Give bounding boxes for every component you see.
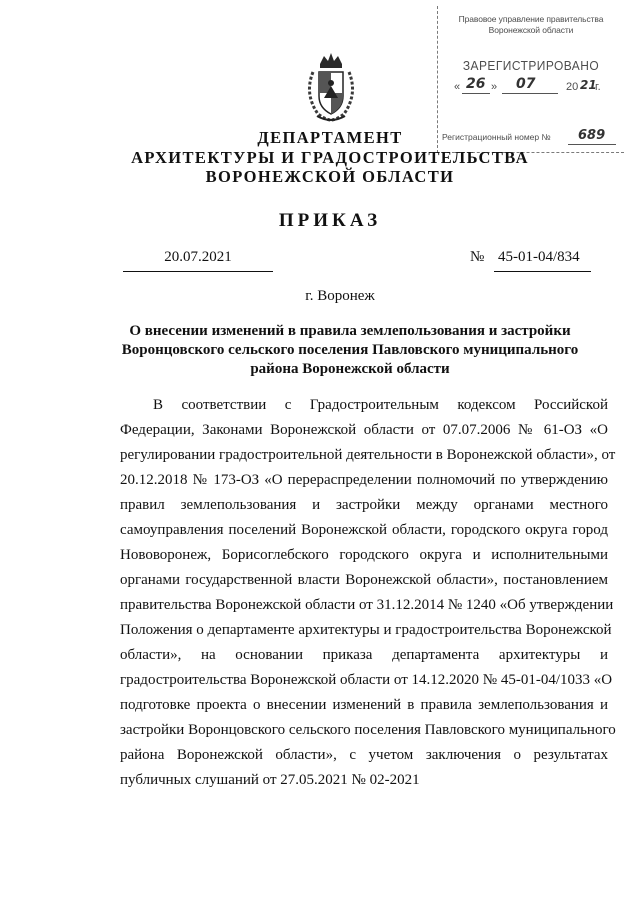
subject-line: О внесении изменений в правила землепользования и застройки (129, 323, 571, 339)
stamp-quote-open: « (454, 81, 461, 93)
department-title-line-2: АРХИТЕКТУРЫ И ГРАДОСТРОИТЕЛЬСТВА (131, 148, 529, 167)
stamp-org-line-2: Воронежской области (488, 25, 574, 35)
body-line: области», на основании приказа департамента архитектуры и (120, 647, 608, 663)
department-title-line-1: ДЕПАРТАМЕНТ (257, 128, 403, 147)
order-date: 20.07.2021 (123, 249, 273, 272)
body-line: Положения о департаменте архитектуры и градостроительства Воронежской (120, 622, 612, 638)
body-line: В соответствии с Градостроительным кодексом Российской (153, 397, 608, 413)
stamp-day: 26 (466, 76, 486, 92)
stamp-year-end: г. (595, 81, 601, 93)
stamp-number-label: Регистрационный номер № (442, 132, 551, 142)
subject-line: района Воронежской области (250, 361, 450, 377)
department-title-line-3: ВОРОНЕЖСКОЙ ОБЛАСТИ (205, 167, 455, 186)
body-line: самоуправления поселений Воронежской области, городского округа город (120, 522, 608, 538)
stamp-status: ЗАРЕГИСТРИРОВАНО (462, 58, 600, 73)
body-line: правил землепользования и застройки между органами местного (120, 497, 608, 513)
stamp-org-line-1: Правовое управление правительства (458, 14, 604, 24)
body-line: Нововоронеж, Борисоглебского городского округа и исполнительными (120, 547, 608, 563)
body-line: подготовке проекта о внесении изменений в правила землепользования и (120, 697, 608, 713)
body-line: органами государственной власти Воронежской области», постановлением (120, 572, 608, 588)
body-line: публичных слушаний от 27.05.2021 № 02-2021 (120, 772, 420, 788)
document-type-heading: ПРИКАЗ (278, 210, 382, 231)
stamp-year-prefix: 20 (566, 81, 579, 93)
subject-line: Воронцовского сельского поселения Павловского муниципального (121, 342, 579, 358)
body-line: застройки Воронцовского сельского поселения Павловского муниципального (120, 722, 616, 738)
body-line: правительства Воронежской области от 31.12.2014 № 1240 «Об утверждении (120, 597, 614, 613)
city-line: г. Воронеж (305, 288, 375, 304)
stamp-date (454, 76, 614, 95)
body-line: регулировании градостроительной деятельности в Воронежской области», от (120, 447, 616, 463)
body-line: градостроительства Воронежской области от 14.12.2020 № 45-01-04/1033 «О (120, 672, 613, 688)
body-line: района Воронежской области», с учетом заключения о результатах (120, 747, 608, 763)
order-number-sign: № (470, 249, 485, 265)
order-subject (110, 322, 590, 379)
body-line: 20.12.2018 № 173-ОЗ «О перераспределении полномочий по утверждению (120, 472, 608, 488)
order-number: 45-01-04/834 (494, 249, 591, 272)
stamp-month-underline (502, 93, 558, 94)
coat-of-arms-icon (300, 50, 362, 124)
stamp-quote-close: » (491, 81, 498, 93)
stamp-month: 07 (516, 76, 536, 92)
stamp-day-underline (462, 93, 490, 94)
stamp-year-suffix: 21 (580, 78, 597, 92)
order-body (120, 393, 616, 793)
stamp-number: 689 (578, 128, 606, 143)
body-line: Федерации, Законами Воронежской области от 07.07.2006 № 61-ОЗ «О (120, 422, 608, 438)
